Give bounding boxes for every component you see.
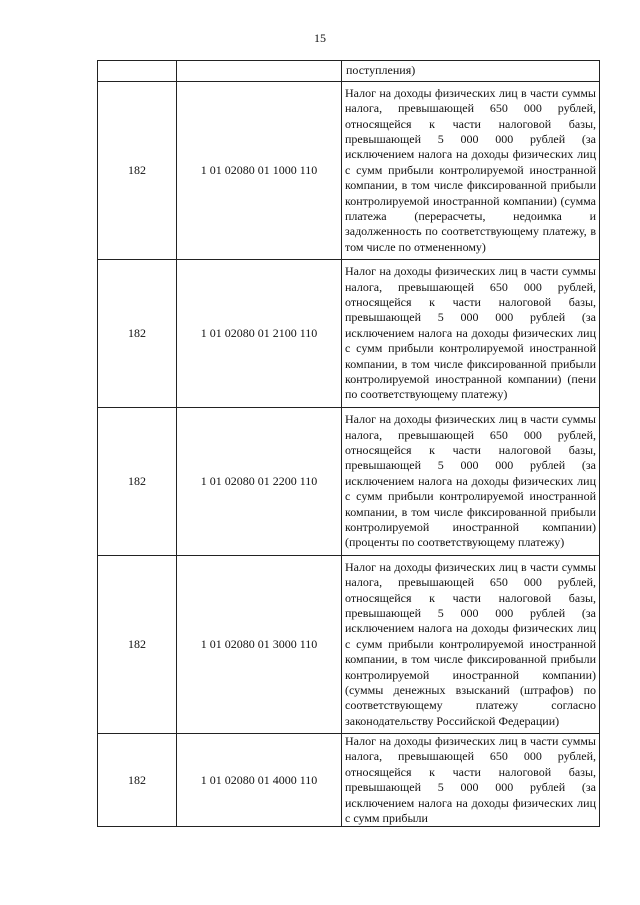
classification-code-cell: 1 01 02080 01 4000 110 (177, 734, 342, 827)
admin-code-cell: 182 (98, 734, 177, 827)
classification-code-cell: 1 01 02080 01 3000 110 (177, 556, 342, 734)
table-row (98, 408, 600, 556)
page-number: 15 (314, 31, 326, 45)
classification-code-cell: 1 01 02080 01 2100 110 (177, 260, 342, 408)
classification-code-cell (177, 61, 342, 82)
budget-classification-table (97, 60, 600, 827)
admin-code-cell: 182 (98, 556, 177, 734)
admin-code-cell (98, 61, 177, 82)
income-name-cell: Налог на доходы физических лиц в части суммы налога, превышающей 650 000 рублей, относящейся к части налоговой базы, превышающей 5 000 000 рублей (за исключением налога на доходы физических лиц с сумм прибыли (342, 734, 600, 827)
income-name-cell: Налог на доходы физических лиц в части суммы налога, превышающей 650 000 рублей, относящейся к части налоговой базы, превышающей 5 000 000 рублей (за исключением налога на доходы физических лиц с сумм прибыли контролируемой иностранной компании, в том числе фиксированной прибыли контролируемой иностранной компании) (проценты по соответствующему платежу) (342, 408, 600, 556)
admin-code-cell: 182 (98, 260, 177, 408)
classification-code-cell: 1 01 02080 01 1000 110 (177, 82, 342, 260)
income-name-cell: поступления) (342, 61, 600, 82)
table-row (98, 82, 600, 260)
income-name-cell: Налог на доходы физических лиц в части суммы налога, превышающей 650 000 рублей, относящейся к части налоговой базы, превышающей 5 000 000 рублей (за исключением налога на доходы физических лиц с сумм прибыли контролируемой иностранной компании, в том числе фиксированной прибыли контролируемой иностранной компании) (сумма платежа (перерасчеты, недоимка и задолженность по соответствующему платежу, в том числе по отмененному) (342, 82, 600, 260)
admin-code-cell: 182 (98, 408, 177, 556)
table-row (98, 556, 600, 734)
table-row (98, 260, 600, 408)
table-row (98, 734, 600, 827)
income-name-cell: Налог на доходы физических лиц в части суммы налога, превышающей 650 000 рублей, относящейся к части налоговой базы, превышающей 5 000 000 рублей (за исключением налога на доходы физических лиц с сумм прибыли контролируемой иностранной компании, в том числе фиксированной прибыли контролируемой иностранной компании) (суммы денежных взысканий (штрафов) по соответствующему платежу согласно законодательству Российской Федерации) (342, 556, 600, 734)
income-name-cell: Налог на доходы физических лиц в части суммы налога, превышающей 650 000 рублей, относящейся к части налоговой базы, превышающей 5 000 000 рублей (за исключением налога на доходы физических лиц с сумм прибыли контролируемой иностранной компании, в том числе фиксированной прибыли контролируемой иностранной компании) (пени по соответствующему платежу) (342, 260, 600, 408)
table-row-continuation (98, 61, 600, 82)
classification-code-cell: 1 01 02080 01 2200 110 (177, 408, 342, 556)
admin-code-cell: 182 (98, 82, 177, 260)
